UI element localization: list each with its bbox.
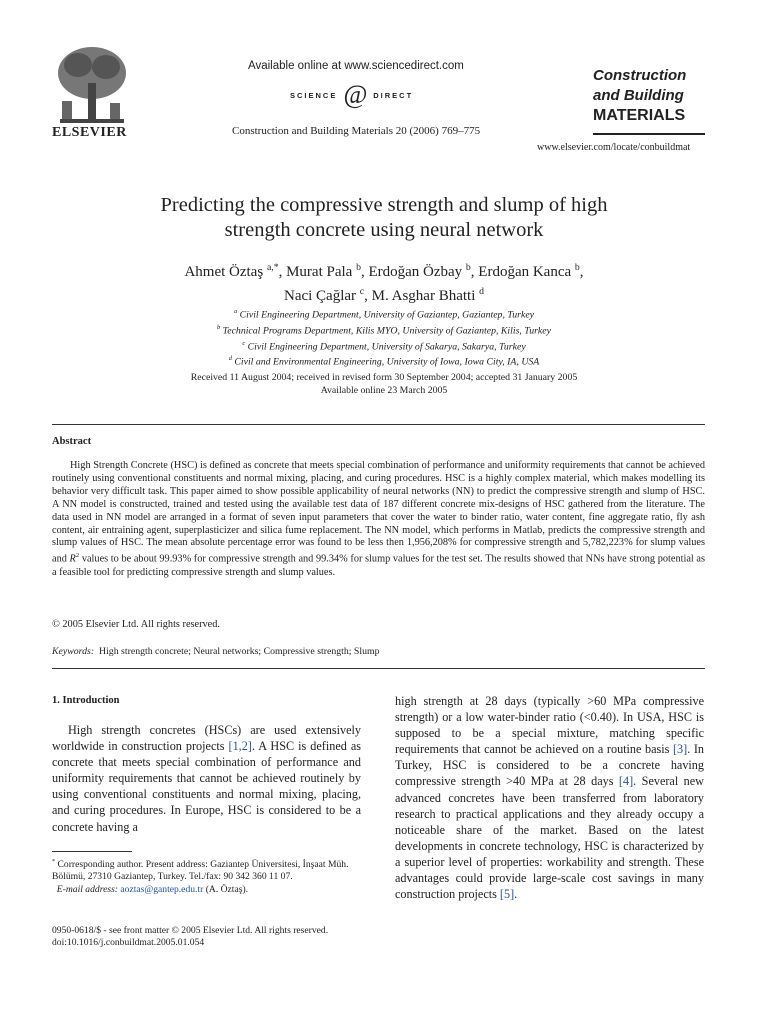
footnote: * Corresponding author. Present address: Gaziantep Üniversitesi, İnşaat Müh. Bölümü, 27310 Gaziantep, Turkey. Tel./fax: 90 342 360 11 07. E-mail address: aoztas@gantep.edu.tr (A. Öztaş). (52, 858, 349, 895)
abstract-body: High Strength Concrete (HSC) is defined as concrete that meets special combination of performance and uniformity requirements that cannot be achieved routinely using conventional constituents and normal mixing, placing, and curing procedures. HSC is a highly complex material, which makes modelling its behavior very difficult task. This paper aimed to show possible applicability of neural networks (NN) to predict the compressive strength and slump of HSC. A NN model is constructed, trained and tested using the available test data of 187 different concrete mix-designs of HSC gathered from the literature. The data used in NN model are arranged in a format of seven input parameters that cover the water to binder ratio, water content, fine aggregate ratio, fly ash content, air entraining agent, superplasticizer and silica fume replacement. The NN model, which performs in Matlab, predicts the compressive strength and slump values of HSC. The mean absolute percentage error was found to be less then 1,956,208% for compressive strength and 5,782,223% for slump values and $R^2$ values to be about 99.93% for compressive strength and 99.34% for slump values for the test set. The results showed that NNs have strong potential as a feasible tool for predicting compressive strength and slump values. (52, 460, 705, 578)
sd-at-icon: @ (343, 80, 368, 109)
title-line-1: Predicting the compressive strength and slump of high (160, 194, 608, 216)
journal-logo-line-2: and Building (593, 87, 684, 104)
citation-link[interactable]: [5] (499, 887, 515, 902)
intro-left-column: High strength concretes (HSCs) are used extensively worldwide in construction projects [1,2]. A HSC is defined as concrete that meets special combination of performance and uniformity requirements that cannot be achieved routinely by using conventional constituents and normal mixing, placing, and curing procedures. In Europe, HSC is considered to be a concrete having a (52, 723, 361, 834)
author-mark: b (574, 262, 580, 273)
author-name: Naci Çağlar (283, 288, 357, 304)
citation-link[interactable]: [1,2] (228, 739, 252, 754)
email-label: E-mail address: (56, 883, 118, 895)
received-dates: Received 11 August 2004; received in revised form 30 September 2004; accepted 31 January 2005 (190, 372, 578, 383)
affiliation: $^a$ Civil Engineering Department, University of Gaziantep, Gaziantep, Turkey (233, 308, 535, 321)
email-link[interactable]: aoztas@gantep.edu.tr (120, 883, 204, 895)
journal-logo (593, 66, 686, 126)
section-heading: 1. Introduction (52, 695, 120, 706)
abstract-copyright: © 2005 Elsevier Ltd. All rights reserved. (52, 619, 220, 630)
journal-logo-line-1: Construction (593, 67, 687, 84)
keywords-list: High strength concrete; Neural networks; Compressive strength; Slump (99, 646, 380, 657)
divider (52, 668, 705, 669)
author-mark: a,* (266, 262, 279, 273)
journal-reference: Construction and Building Materials 20 (2006) 769–775 (232, 125, 481, 137)
affiliation: $^c$ Civil Engineering Department, University of Sakarya, Sakarya, Turkey (242, 339, 526, 352)
affiliation: $^b$ Technical Programs Department, Kilis MYO, University of Gaziantep, Kilis, Turkey (217, 323, 551, 337)
sciencedirect-logo (290, 80, 413, 110)
elsevier-tree-logo (52, 38, 132, 138)
sd-right-word: DIRECT (373, 90, 414, 100)
affiliation-mark: b (217, 323, 221, 331)
article-dates (0, 372, 768, 397)
page-footer (52, 925, 372, 950)
author-name: Erdoğan Özbay (368, 264, 463, 280)
author-list: Ahmet Öztaş $^{a,*}$, Murat Pala $^b$, Erdoğan Özbay $^b$, Erdoğan Kanca $^b$, Naci Çağlar $^c$, M. Asghar Bhatti $^d$ (184, 262, 584, 304)
author-name: Ahmet Öztaş (184, 264, 264, 280)
keywords-label: Keywords: (52, 646, 95, 657)
author-name: Murat Pala (286, 264, 353, 280)
affiliation-mark: d (228, 355, 232, 363)
r-squared: R (69, 553, 76, 565)
author-name: M. Asghar Bhatti (371, 288, 476, 304)
footnote-rule (52, 851, 132, 852)
journal-logo-rule (593, 133, 705, 135)
doi-line: doi:10.1016/j.conbuildmat.2005.01.054 (52, 937, 205, 949)
available-date: Available online 23 March 2005 (320, 384, 448, 396)
journal-url[interactable]: www.elsevier.com/locate/conbuildmat (537, 142, 691, 153)
issn-line: 0950-0618/$ - see front matter © 2005 Elsevier Ltd. All rights reserved. (52, 925, 329, 936)
affiliation-mark: a (233, 308, 238, 315)
author-mark: b (356, 262, 361, 273)
sd-left-word: SCIENCE (290, 90, 338, 100)
footnote-mark: * (52, 858, 56, 865)
journal-logo-line-3: MATERIALS (593, 107, 686, 124)
abstract-heading: Abstract (52, 436, 92, 447)
title-line-2: strength concrete using neural network (224, 219, 544, 241)
citation-link[interactable]: [4] (618, 774, 634, 789)
keywords (52, 646, 380, 657)
affiliations (0, 306, 768, 369)
intro-right-column: high strength at 28 days (typically >60 MPa compressive strength) or a low water-binder ratio (<0.40). In USA, HSC is supposed to be a special mixture, matching specific requirements that cannot be achieved on a routine basis [3]. In Turkey, HSC is considered to be a concrete having compressive strength >40 MPa at 28 days [4]. Several new advanced concretes have been transferred from laboratory research to practical applications and they already occupy a noticeable share of the market. Based on the latest developments in concrete technology, HSC is characterized by a superior level of properties: workability and strength. These advantages could provide large-scale cost savings in many construction projects [5]. (395, 694, 705, 902)
article-title (0, 193, 768, 243)
publisher-name: ELSEVIER (52, 125, 127, 140)
divider (52, 424, 705, 425)
author-mark: d (479, 286, 484, 297)
affiliation-mark: c (242, 339, 246, 347)
author-mark: b (465, 262, 471, 273)
available-online-text: Available online at www.sciencedirect.com (248, 60, 464, 72)
citation-link[interactable]: [3] (673, 742, 688, 757)
affiliation: $^d$ Civil and Environmental Engineering, University of Iowa, Iowa City, IA, USA (228, 355, 540, 368)
author-mark: c (359, 286, 365, 297)
corresponding-author: Corresponding author. Present address: Gaziantep Üniversitesi, İnşaat Müh. Bölümü, 27310 Gaziantep, Turkey. Tel./fax: 90 342 360 11 07. (52, 859, 349, 883)
author-name: Erdoğan Kanca (478, 264, 572, 280)
